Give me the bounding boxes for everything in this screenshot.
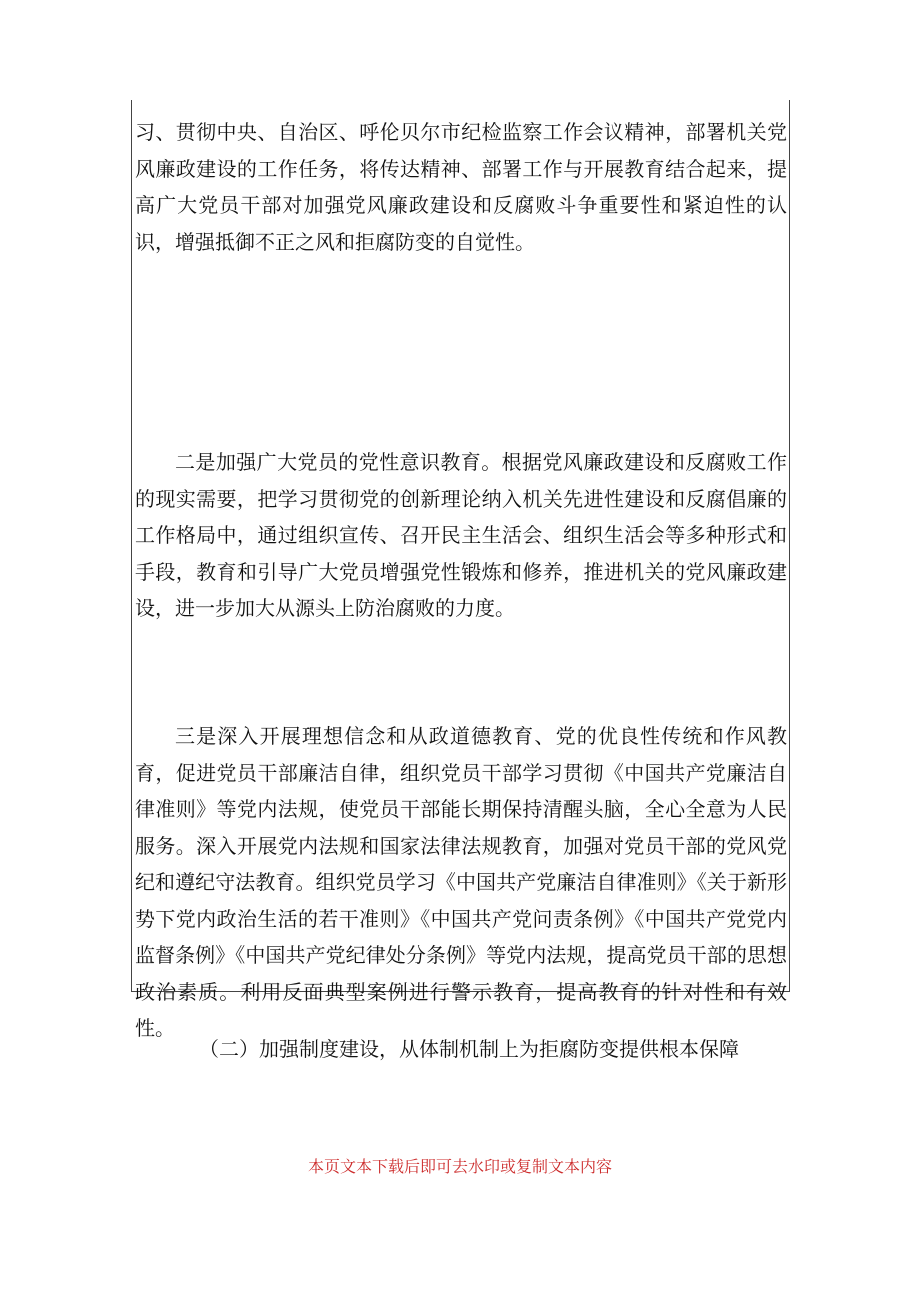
section-heading: （二）加强制度建设，从体制机制上为拒腐防变提供根本保障	[199, 1037, 739, 1061]
paragraph-continued: 习、贯彻中央、自治区、呼伦贝尔市纪检监察工作会议精神，部署机关党风廉政建设的工作任务，将传达精神、部署工作与开展教育结合起来，提高广大党员干部对加强党风廉政建设和反腐败斗争重要性和紧迫性的认识，增强抵御不正之风和拒腐防变的自觉性。	[135, 120, 787, 254]
content-table-cell	[131, 100, 790, 1040]
paragraph-ideals-ethics-education: 三是深入开展理想信念和从政道德教育、党的优良性传统和作风教育，促进党员干部廉洁自律，组织党员干部学习贯彻《中国共产党廉洁自律准则》等党内法规，使党员干部能长期保持清醒头脑，全心全意为人民服务。深入开展党内法规和国家法律法规教育，加强对党员干部的党风党纪和遵纪守法教育。组织党员学习《中国共产党廉洁自律准则》《关于新形势下党内政治生活的若干准则》《中国共产党问责条例》《中国共产党党内监督条例》《中国共产党纪律处分条例》等党内法规，提高党员干部的思想政治素质。利用反面典型案例进行警示教育，提高教育的针对性和有效性。	[135, 724, 787, 1040]
paragraph-party-spirit-education: 二是加强广大党员的党性意识教育。根据党风廉政建设和反腐败工作的现实需要，把学习贯彻党的创新理论纳入机关先进性建设和反腐倡廉的工作格局中，通过组织宣传、召开民主生活会、组织生活会等多种形式和手段，教育和引导广大党员增强党性锻炼和修养，推进机关的党风廉政建设，进一步加大从源头上防治腐败的力度。	[135, 450, 787, 620]
download-watermark-notice[interactable]: 本页文本下载后即可去水印或复制文本内容	[307, 1157, 612, 1176]
